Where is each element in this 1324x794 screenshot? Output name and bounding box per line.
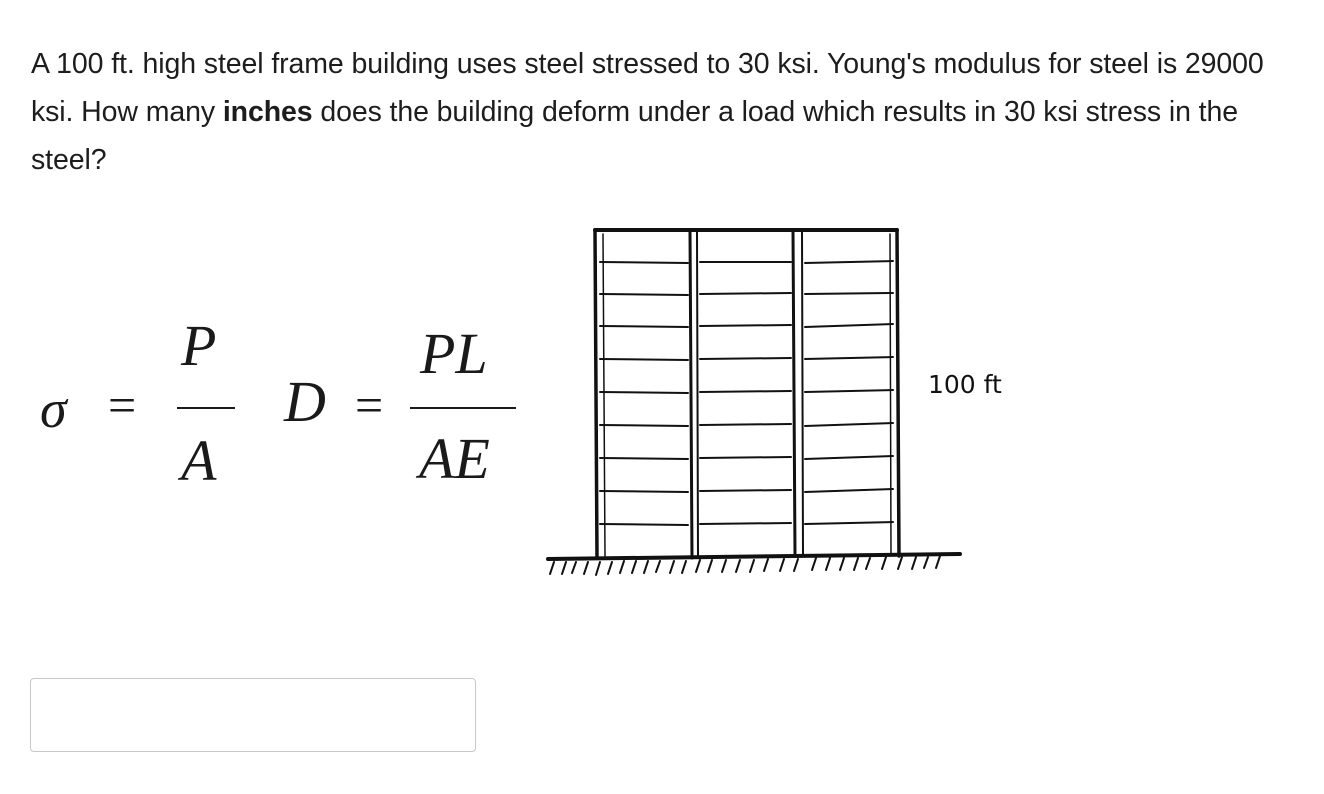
deformation-symbol: D (284, 369, 326, 434)
deformation-equals: = (355, 377, 384, 433)
question-text (31, 40, 1293, 184)
stress-numerator: P (181, 313, 217, 378)
question-bold-unit: inches (222, 96, 313, 128)
question-part-1: A 100 ft. high steel frame building uses steel stressed to 30 ksi. Young's modulus for steel is 29000 ksi. How many (31, 48, 1264, 128)
stress-denominator: A (181, 428, 217, 493)
stress-symbol: σ (40, 379, 67, 439)
stress-equals: = (108, 377, 137, 433)
building-frame-diagram (540, 222, 980, 587)
deformation-numerator: PL (420, 321, 488, 386)
building-height-label: 100 ft (928, 370, 1002, 399)
question-part-2: does the building deform under a load which results in 30 ksi stress in the steel? (31, 96, 1238, 176)
stress-fraction-bar (177, 407, 235, 409)
answer-input[interactable] (30, 678, 476, 752)
deformation-denominator: AE (419, 426, 490, 491)
deformation-fraction-bar (410, 407, 516, 409)
